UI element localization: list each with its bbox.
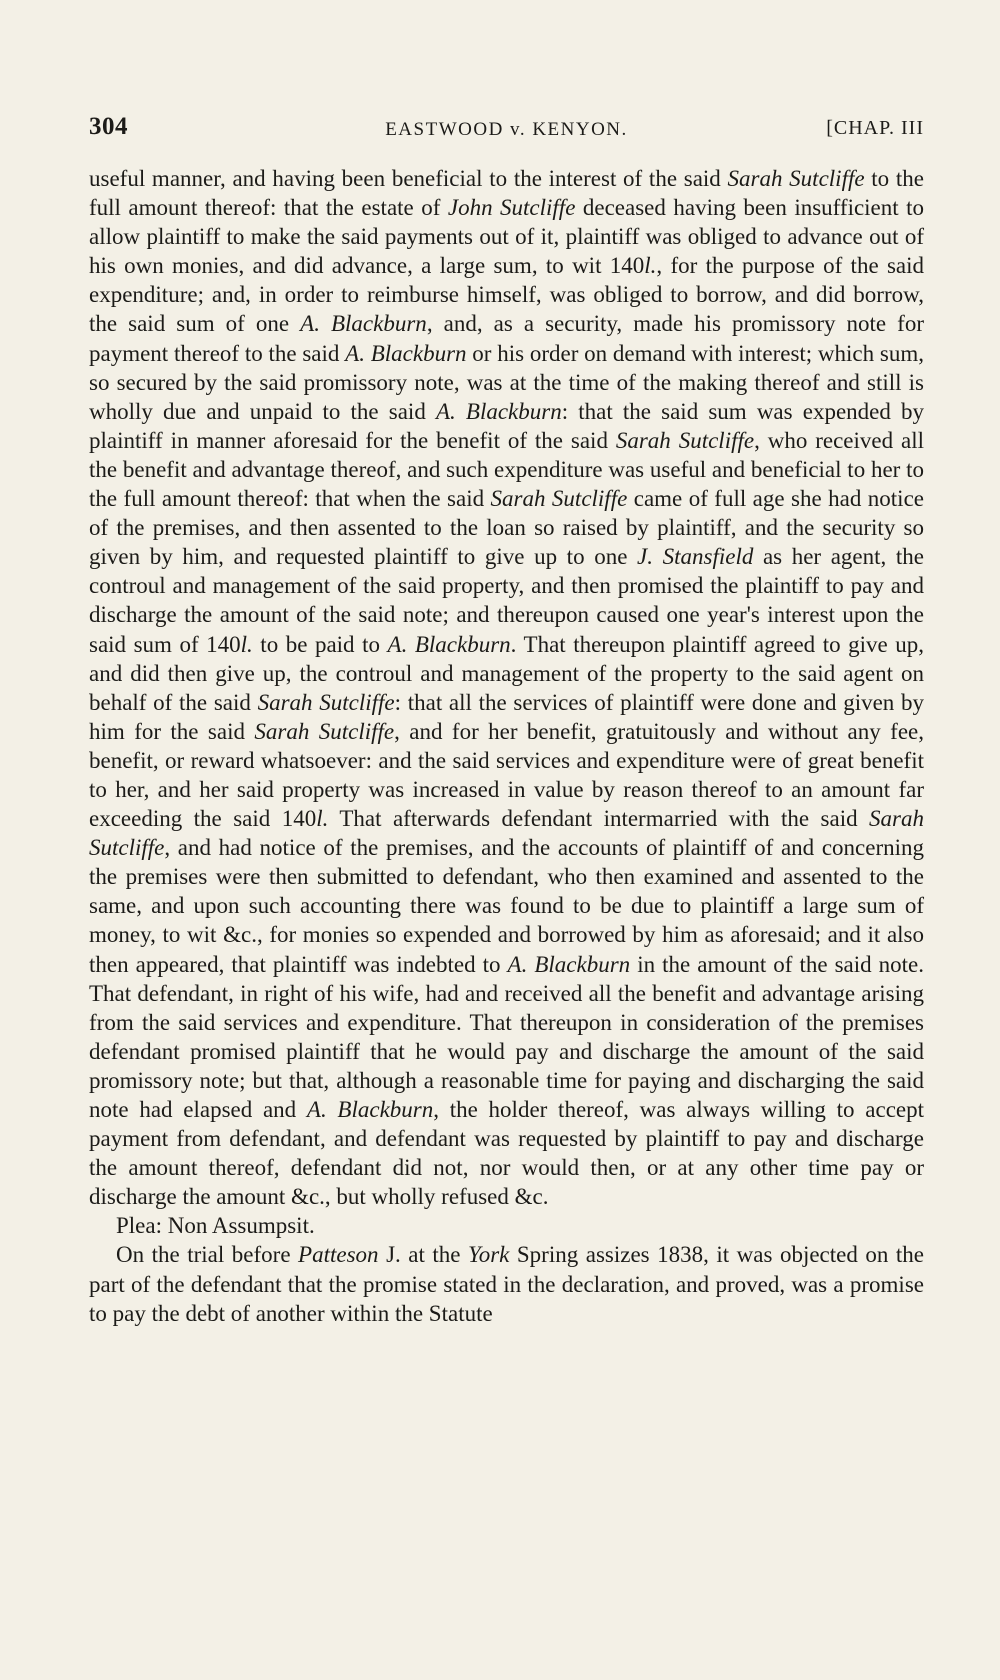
- text-run: deceased having been insufficient to allow plaintiff to make the said payments out of it, plaintiff was obliged to advance out of his own monies, and did advance, a large sum, to wit 140: [89, 195, 925, 279]
- italic-text: Sarah Sutcliffe: [490, 486, 628, 512]
- text-run: That afterwards defendant intermarried with the said: [328, 806, 870, 832]
- text-run: , who received all the benefit and advantage thereof, and such expenditure was useful and beneficial to her to the full amount thereof: that when the said: [89, 427, 924, 512]
- text-run: , and, as a security, made his promissory note for payment thereof to the said: [89, 311, 925, 366]
- text-run: On the trial before: [116, 1242, 299, 1268]
- italic-text: Sarah Sutcliffe: [727, 166, 865, 191]
- chapter-label: [CHAP. III: [826, 117, 924, 139]
- italic-text: Patteson: [298, 1242, 379, 1268]
- text-run: in the amount of the said note. That defendant, in right of his wife, had and received all the benefit and advantage arising from the said services and expenditure. That thereupon in consideration of the premises defendant promised plaintiff that he would pay and discharge the amount of the said promissory note; but that, although a reasonable time for paying and discharging the said note had elapsed and: [89, 951, 925, 1122]
- italic-text: l.: [240, 631, 253, 657]
- italic-text: l.: [316, 806, 329, 832]
- text-run: , for the purpose of the said expenditure; and, in order to reimburse himself, was obliged to borrow, and did borrow, the said sum of one: [89, 253, 925, 337]
- text-run: , and had notice of the premises, and the accounts of plaintiff of and concerning the premises were then submitted to defendant, who then examined and assented to the same, and upon such accounting there was found to be due to plaintiff a large sum of money, to wit &c., for monies so expended and borrowed by him as aforesaid; and it also then appeared, that plaintiff was indebted to: [89, 835, 924, 977]
- text-run: J. at the: [378, 1242, 469, 1268]
- text-run: : that the said sum was expended by plaintiff in manner aforesaid for the benefit of the said: [89, 398, 925, 453]
- italic-text: A. Blackburn: [300, 311, 427, 337]
- text-run: to be paid to: [252, 631, 388, 657]
- text-run: came of full age she had notice of the premises, and then assented to the loan so raised by plaintiff, and the security so given by him, and requested plaintiff to give up to one: [89, 486, 924, 570]
- case-title: EASTWOOD v. KENYON.: [385, 119, 628, 140]
- italic-text: A. Blackburn: [435, 398, 562, 424]
- italic-text: Sarah Sutcliffe: [615, 427, 755, 453]
- running-head: [89, 113, 924, 143]
- page-number: 304: [89, 113, 128, 140]
- italic-text: J. Stansfield: [637, 544, 754, 570]
- text-run: Plea: Non Assumpsit.: [116, 1213, 315, 1239]
- italic-text: Sarah Sutcliffe: [254, 718, 395, 744]
- body-text: [89, 164, 924, 1328]
- italic-text: A. Blackburn: [306, 1097, 434, 1122]
- text-run: or his order on demand with interest; which sum, so secured by the said promissory note, was at the time of the making thereof and still is wholly due and unpaid to the said: [89, 340, 924, 424]
- paragraph: [89, 1211, 924, 1240]
- text-run: . That thereupon plaintiff agreed to give up, and did then give up, the controul and management of the property to the said agent on behalf of the said: [89, 631, 924, 715]
- text-run: to the full amount thereof: that the estate of: [89, 166, 924, 221]
- text-run: , and for her benefit, gratuitously and without any fee, benefit, or reward whatsoever: and the said services and expenditure were of great benefit to her, and her said property was increased in value by reason thereof to an amount far exceeding the said 140: [89, 718, 925, 832]
- italic-text: York: [468, 1242, 510, 1268]
- text-run: : that all the services of plaintiff were done and given by him for the said: [89, 689, 924, 744]
- italic-text: l.: [644, 253, 657, 279]
- italic-text: A. Blackburn: [507, 951, 631, 977]
- italic-text: Sarah Sutcliffe: [89, 806, 924, 861]
- italic-text: A. Blackburn: [387, 631, 511, 657]
- italic-text: John Sutcliffe: [447, 195, 576, 221]
- text-run: Spring assizes 1838, it was objected on the part of the defendant that the promise stated in the declaration, and proved, was a promise to pay the debt of another within the Statute: [89, 1242, 924, 1326]
- italic-text: A. Blackburn: [345, 340, 467, 366]
- italic-text: Sarah Sutcliffe: [257, 689, 395, 715]
- text-run: as her agent, the controul and management of the said property, and then promised the plaintiff to pay and discharge the amount of the said note; and thereupon caused one year's interest upon the said sum of 140: [89, 544, 924, 657]
- paragraph: [89, 1240, 924, 1327]
- paragraph: [89, 164, 924, 1211]
- text-run: useful manner, and having been beneficial to the interest of the said: [89, 166, 728, 191]
- text-run: , the holder thereof, was always willing to accept payment from defendant, and defendant was requested by plaintiff to pay and discharge the amount thereof, defendant did not, nor would then, or at any other time pay or discharge the amount &c., but wholly refused &c.: [89, 1097, 924, 1210]
